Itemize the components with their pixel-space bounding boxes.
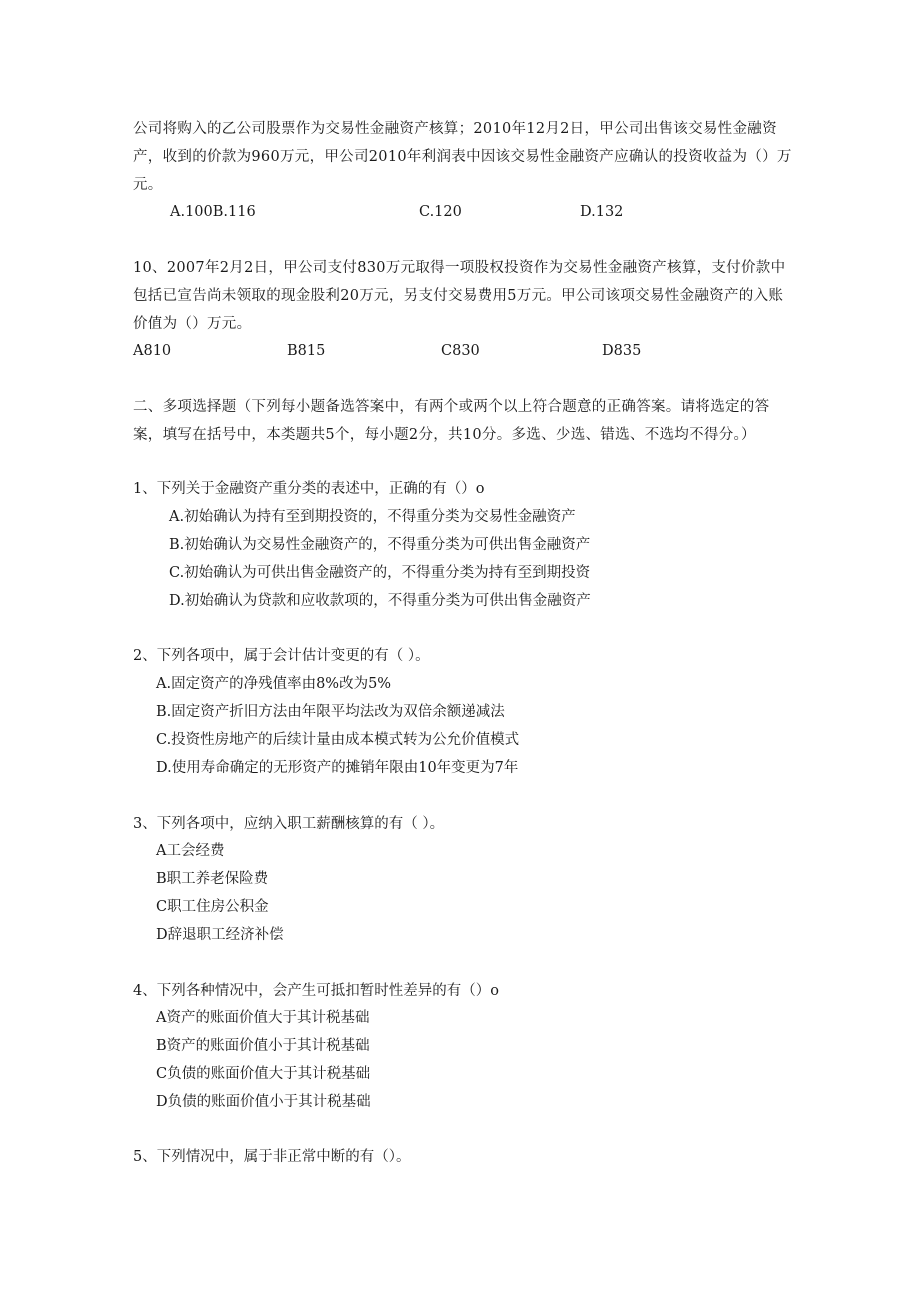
mq-1-stem: 1、下列关于金融资产重分类的表述中，正确的有（）o [133,481,485,497]
mq-2-option-c: C.投资性房地产的后续计量由成本模式转为公允价值模式 [156,732,520,748]
mq-1-option-d: D.初始确认为贷款和应收款项的，不得重分类为可供出售金融资产 [169,593,591,609]
question-9-option-c: C.120 [419,204,462,220]
mq-2-option-b: B.固定资产折旧方法由年限平均法改为双倍余额递减法 [156,704,505,720]
mq-1-option-b: B.初始确认为交易性金融资产的，不得重分类为可供出售金融资产 [169,537,591,553]
mq-3-stem: 3、下列各项中，应纳入职工薪酬核算的有（ ）。 [133,816,445,832]
question-10-stem: 10、2007年2月2日，甲公司支付830万元取得一项股权投资作为交易性金融资产核算，支付价款中包括已宣告尚未领取的现金股利20万元，另支付交易费用5万元。甲公司该项交易性金融资产的入账价值为（）万元。 [133,260,786,332]
mq-1-option-c: C.初始确认为可供出售金融资产的，不得重分类为持有至到期投资 [169,565,591,581]
mq-4-option-b: B资产的账面价值小于其计税基础 [156,1038,370,1054]
question-10-option-b: B815 [287,343,326,359]
mq-3-option-d: D辞退职工经济补偿 [156,927,284,943]
mq-1-option-a: A.初始确认为持有至到期投资的，不得重分类为交易性金融资产 [169,509,576,525]
question-9-stem: 公司将购入的乙公司股票作为交易性金融资产核算；2010年12月2日，甲公司出售该交易性金融资产，收到的价款为960万元，甲公司2010年利润表中因该交易性金融资产应确认的投资收益为（）万元。 [133,121,792,193]
section-2-heading: 二、多项选择题（下列每小题备选答案中，有两个或两个以上符合题意的正确答案。请将选定的答案，填写在括号中，本类题共5个，每小题2分，共10分。多选、少选、错选、不选均不得分。） [133,399,770,443]
question-10-option-d: D835 [602,343,642,359]
mq-4-stem: 4、下列各种情况中，会产生可抵扣暂时性差异的有（）o [133,983,499,999]
mq-3-option-a: A工会经费 [156,843,225,859]
mq-2-option-a: A.固定资产的净残值率由8%改为5% [156,676,392,692]
question-10-option-c: C830 [441,343,480,359]
mq-3-option-c: C职工住房公积金 [156,899,269,915]
question-10-option-a: A810 [133,343,172,359]
question-9-option-ab: A.100B.116 [170,204,256,220]
mq-4-option-d: D负债的账面价值小于其计税基础 [156,1094,371,1110]
mq-2-stem: 2、下列各项中，属于会计估计变更的有（ ）。 [133,648,430,664]
question-9-option-d: D.132 [580,204,624,220]
mq-5-stem: 5、下列情况中，属于非正常中断的有（）。 [133,1149,411,1165]
mq-3-option-b: B职工养老保险费 [156,871,269,887]
mq-2-option-d: D.使用寿命确定的无形资产的摊销年限由10年变更为7年 [156,760,519,776]
mq-4-option-a: A资产的账面价值大于其计税基础 [156,1010,370,1026]
mq-4-option-c: C负债的账面价值大于其计税基础 [156,1066,371,1082]
